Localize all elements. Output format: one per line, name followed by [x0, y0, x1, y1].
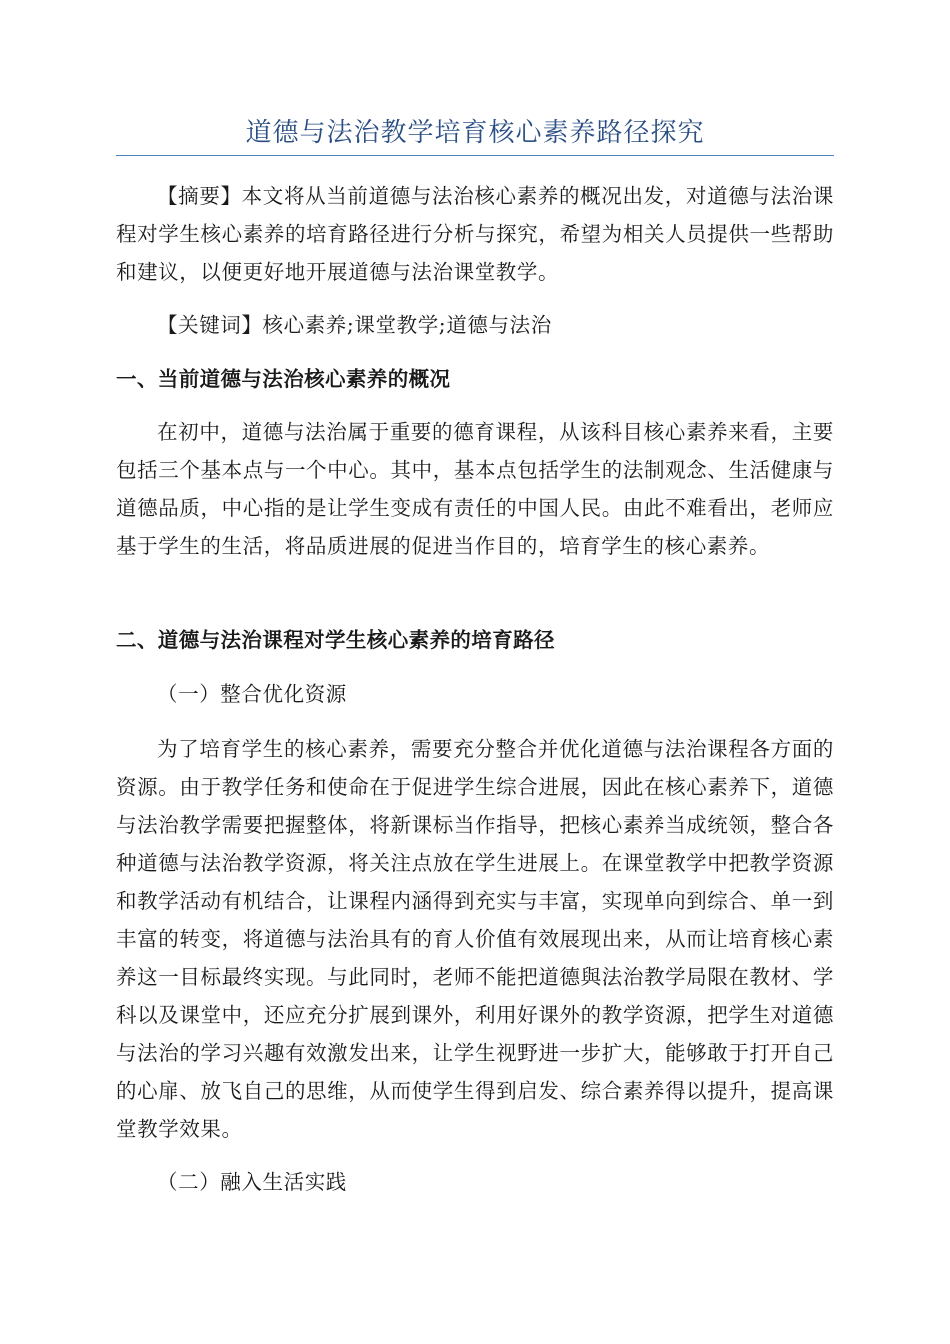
document-title: 道德与法治教学培育核心素养路径探究: [245, 118, 705, 148]
abstract-paragraph: 【摘要】本文将从当前道德与法治核心素养的概况出发，对道德与法治课程对学生核心素养的培育路径进行分析与探究，希望为相关人员提供一些帮助和建议，以便更好地开展道德与法治课堂教学。: [116, 184, 834, 284]
section-1-heading: 一、当前道德与法治核心素养的概况: [116, 367, 451, 391]
section-2-heading: 二、道德与法治课程对学生核心素养的培育路径: [116, 628, 555, 652]
subsection-1-heading: （一）整合优化资源: [157, 682, 347, 706]
subsection-2-heading: （二）融入生活实践: [157, 1170, 347, 1194]
subsection-1-paragraph: 为了培育学生的核心素养，需要充分整合并优化道德与法治课程各方面的资源。由于教学任务和使命在于促进学生综合进展，因此在核心素养下，道德与法治教学需要把握整体，将新课标当作指导，把核心素养当成统领，整合各种道德与法治教学资源，将关注点放在学生进展上。在课堂教学中把教学资源和教学活动有机结合，让课程内涵得到充实与丰富，实现单向到综合、单一到丰富的转变，将道德与法治具有的育人价值有效展现出来，从而让培育核心素养这一目标最终实现。与此同时，老师不能把道德與法治教学局限在教材、学科以及课堂中，还应充分扩展到课外，利用好课外的教学资源，把学生对道德与法治的学习兴趣有效激发出来，让学生视野进一步扩大，能够敢于打开自己的心扉、放飞自己的思维，从而使学生得到启发、综合素养得以提升，提高课堂教学效果。: [116, 737, 834, 1141]
keywords-line: 【关键词】核心素养;课堂教学;道德与法治: [157, 313, 552, 337]
section-1-paragraph: 在初中，道德与法治属于重要的德育课程，从该科目核心素养来看，主要包括三个基本点与一个中心。其中，基本点包括学生的法制观念、生活健康与道德品质，中心指的是让学生变成有责任的中国人民。由此不难看出，老师应基于学生的生活，将品质进展的促进当作目的，培育学生的核心素养。: [116, 420, 834, 558]
title-underline: [116, 155, 834, 156]
